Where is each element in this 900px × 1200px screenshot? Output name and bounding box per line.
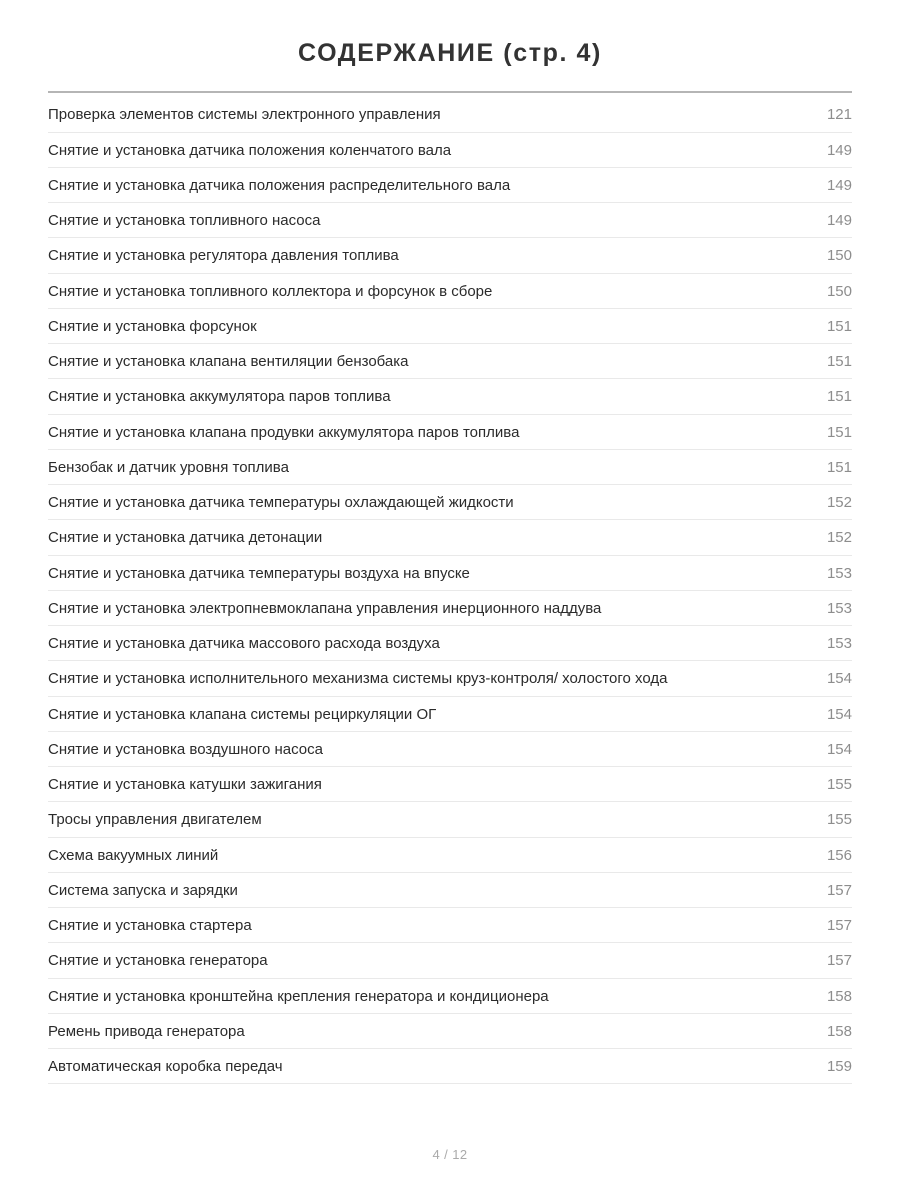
toc-entry-page-number: 157 <box>826 917 852 934</box>
toc-entry-page-number: 154 <box>826 740 852 758</box>
toc-row[interactable] <box>48 520 852 555</box>
toc-entry-title: Снятие и установка клапана системы рециркуляции ОГ <box>48 705 437 723</box>
toc-entry-page-number: 152 <box>826 494 852 511</box>
toc-entry-page-number: 157 <box>826 952 852 970</box>
toc-entry-title: Снятие и установка датчика детонации <box>48 529 323 547</box>
toc-row[interactable] <box>48 802 852 837</box>
page-title: СОДЕРЖАНИЕ (стр. 4) <box>298 39 602 67</box>
toc-entry-page-number: 156 <box>826 846 852 864</box>
toc-entry-title: Снятие и установка аккумулятора паров топлива <box>48 388 391 406</box>
toc-entry-page-number: 153 <box>826 564 852 582</box>
toc-entry-page-number: 154 <box>826 670 852 688</box>
toc-entry-title: Снятие и установка исполнительного механизма системы круз-контроля/ холостого хода <box>48 670 668 688</box>
toc-entry-title: Ремень привода генератора <box>48 1022 245 1040</box>
page-footer: 4 / 12 <box>432 1147 468 1162</box>
toc-entry-title: Снятие и установка кронштейна крепления генератора и кондиционера <box>48 987 549 1005</box>
toc-row[interactable] <box>48 238 852 273</box>
toc-entry-title: Снятие и установка клапана продувки аккумулятора паров топлива <box>48 423 520 441</box>
toc-row[interactable] <box>48 1014 852 1049</box>
toc-entry-title: Проверка элементов системы электронного управления <box>48 106 441 124</box>
toc-entry-title: Снятие и установка датчика положения распределительного вала <box>48 176 511 194</box>
toc-entry-page-number: 159 <box>826 1058 852 1075</box>
toc-row[interactable] <box>48 203 852 238</box>
toc-entry-title: Снятие и установка катушки зажигания <box>48 776 322 793</box>
table-of-contents <box>48 93 852 1084</box>
toc-entry-page-number: 151 <box>826 353 852 370</box>
toc-row[interactable] <box>48 415 852 450</box>
toc-entry-title: Бензобак и датчик уровня топлива <box>48 458 289 476</box>
toc-entry-page-number: 153 <box>826 635 852 652</box>
toc-row[interactable] <box>48 767 852 802</box>
toc-row[interactable] <box>48 626 852 661</box>
toc-entry-title: Снятие и установка датчика массового расхода воздуха <box>48 635 440 652</box>
toc-row[interactable] <box>48 661 852 696</box>
toc-row[interactable] <box>48 873 852 908</box>
toc-entry-title: Схема вакуумных линий <box>48 846 219 864</box>
toc-row[interactable] <box>48 344 852 379</box>
toc-entry-title: Снятие и установка стартера <box>48 917 252 934</box>
toc-entry-page-number: 153 <box>826 599 852 617</box>
toc-entry-title: Снятие и установка регулятора давления топлива <box>48 247 399 265</box>
toc-entry-page-number: 157 <box>826 881 852 899</box>
toc-entry-page-number: 151 <box>826 388 852 406</box>
toc-row[interactable] <box>48 485 852 520</box>
toc-entry-title: Снятие и установка генератора <box>48 952 268 970</box>
toc-row[interactable] <box>48 168 852 203</box>
toc-row[interactable] <box>48 379 852 414</box>
toc-entry-page-number: 151 <box>826 423 852 441</box>
toc-row[interactable] <box>48 450 852 485</box>
toc-entry-title: Тросы управления двигателем <box>48 811 262 829</box>
toc-row[interactable] <box>48 1049 852 1084</box>
toc-entry-title: Снятие и установка воздушного насоса <box>48 740 323 758</box>
toc-entry-page-number: 158 <box>826 987 852 1005</box>
toc-entry-title: Система запуска и зарядки <box>48 881 238 899</box>
toc-entry-page-number: 151 <box>826 458 852 476</box>
toc-row[interactable] <box>48 556 852 591</box>
toc-row[interactable] <box>48 93 852 132</box>
toc-entry-page-number: 155 <box>826 811 852 829</box>
toc-row[interactable] <box>48 838 852 873</box>
toc-entry-page-number: 151 <box>826 317 852 335</box>
toc-entry-page-number: 154 <box>826 705 852 723</box>
toc-entry-title: Снятие и установка электропневмоклапана управления инерционного наддува <box>48 599 602 617</box>
toc-entry-title: Снятие и установка форсунок <box>48 317 257 335</box>
toc-entry-title: Снятие и установка датчика температуры охлаждающей жидкости <box>48 494 514 511</box>
toc-row[interactable] <box>48 943 852 978</box>
toc-entry-page-number: 155 <box>826 776 852 793</box>
toc-row[interactable] <box>48 591 852 626</box>
toc-entry-title: Снятие и установка датчика температуры воздуха на впуске <box>48 564 470 582</box>
toc-entry-page-number: 150 <box>826 247 852 265</box>
toc-row[interactable] <box>48 732 852 767</box>
toc-row[interactable] <box>48 274 852 309</box>
toc-entry-page-number: 150 <box>826 282 852 300</box>
toc-entry-page-number: 158 <box>826 1022 852 1040</box>
toc-entry-title: Снятие и установка датчика положения коленчатого вала <box>48 141 452 159</box>
toc-entry-title: Автоматическая коробка передач <box>48 1058 283 1075</box>
toc-entry-page-number: 149 <box>826 141 852 159</box>
toc-entry-title: Снятие и установка топливного насоса <box>48 212 321 229</box>
toc-entry-page-number: 149 <box>826 212 852 229</box>
toc-entry-page-number: 149 <box>826 176 852 194</box>
toc-entry-title: Снятие и установка клапана вентиляции бензобака <box>48 353 409 370</box>
toc-row[interactable] <box>48 309 852 344</box>
toc-row[interactable] <box>48 133 852 168</box>
toc-row[interactable] <box>48 908 852 943</box>
toc-entry-page-number: 121 <box>826 106 852 124</box>
toc-row[interactable] <box>48 979 852 1014</box>
toc-entry-page-number: 152 <box>826 529 852 547</box>
toc-entry-title: Снятие и установка топливного коллектора и форсунок в сборе <box>48 282 493 300</box>
toc-row[interactable] <box>48 697 852 732</box>
